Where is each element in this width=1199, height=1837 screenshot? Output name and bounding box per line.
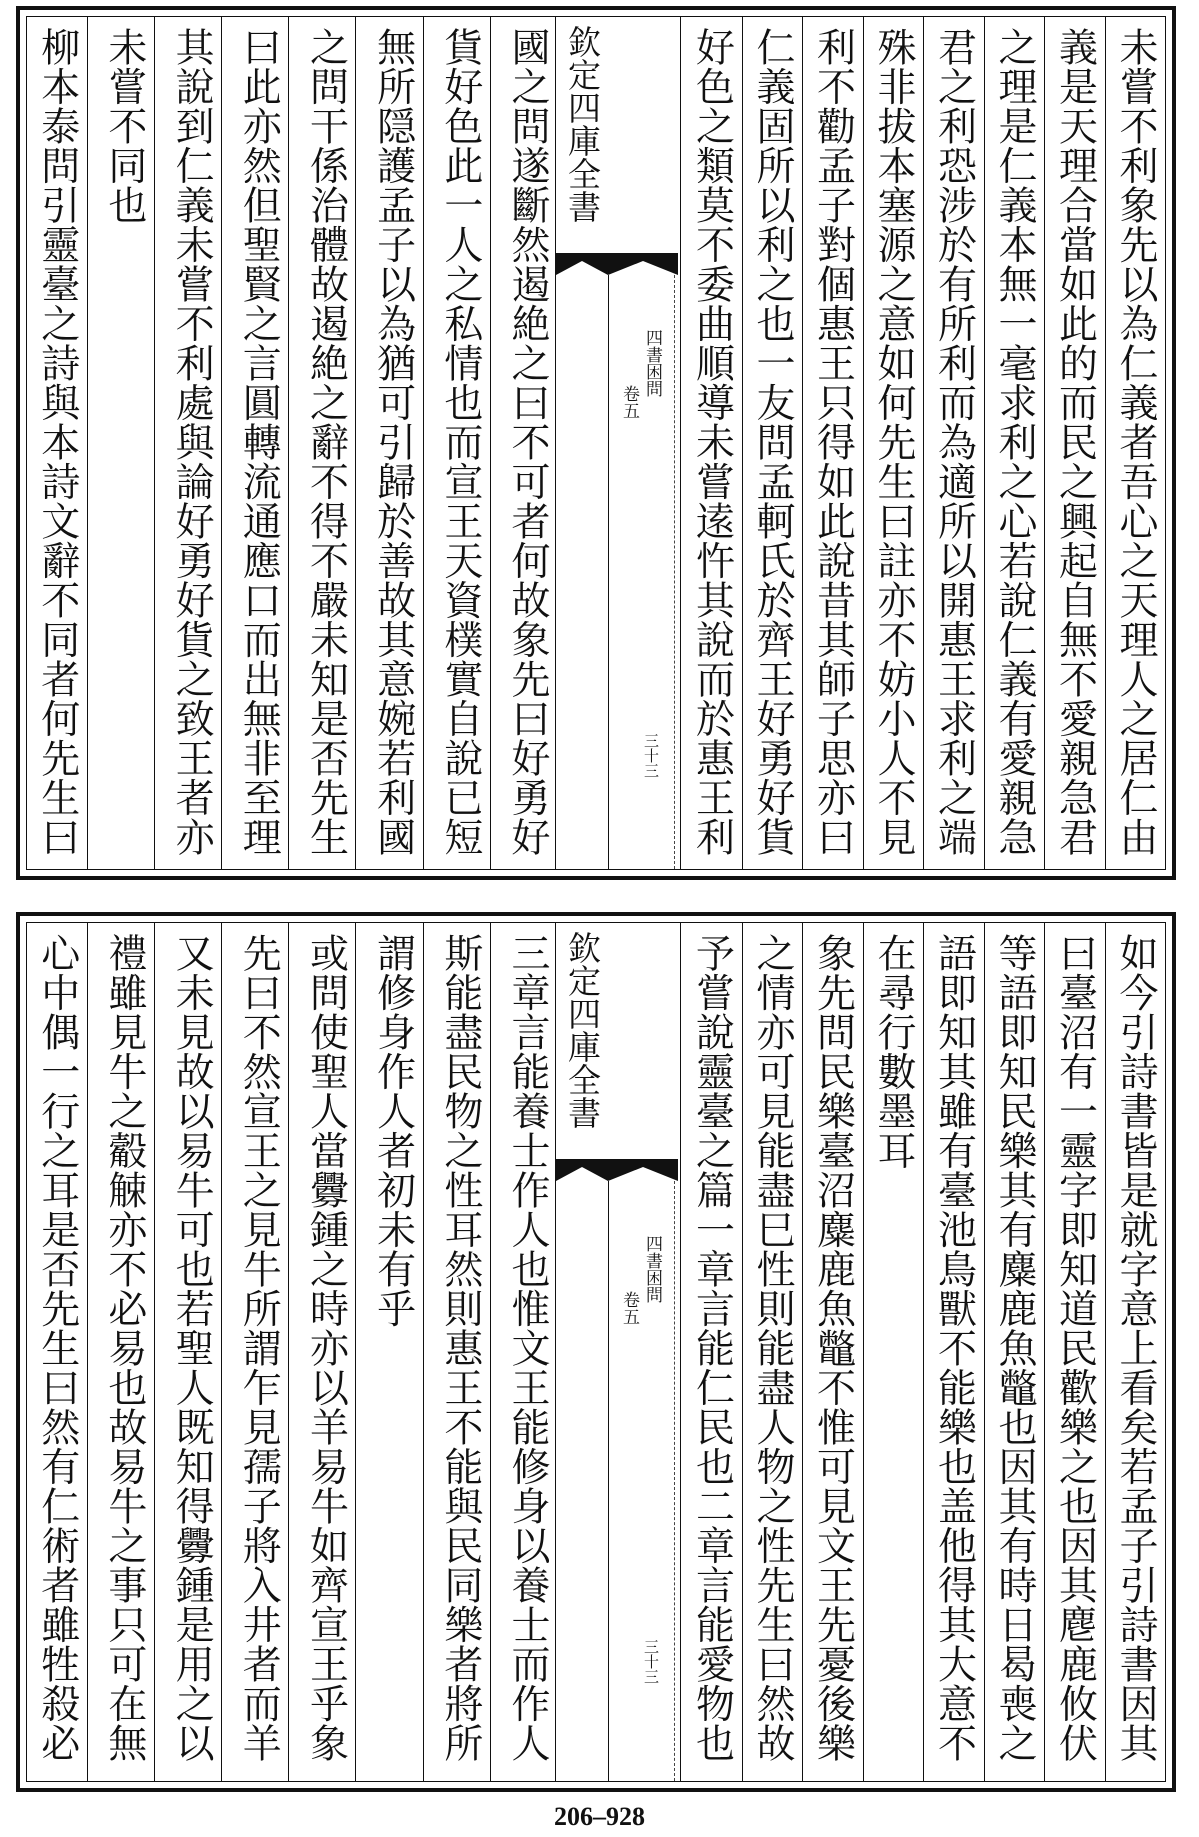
bottom-page-frame	[26, 922, 1166, 1782]
book-title: 四書困問	[642, 329, 662, 397]
text-column: 或問使聖人當釁鍾之時亦以羊易牛如齊宣王乎象	[288, 923, 355, 1781]
text-column: 貨好色此一人之私情也而宣王天資樸實自說已短	[423, 17, 490, 869]
text-column: 三章言能養士作人也惟文王能修身以養士而作人	[490, 923, 557, 1781]
text-column: 未嘗不利象先以為仁義者吾心之天理人之居仁由	[1105, 17, 1166, 869]
banner-dotted-rule	[674, 275, 675, 869]
page-number: 206–928	[554, 1802, 645, 1831]
text-column: 先曰不然宣王之見牛所謂乍見孺子將入井者而羊	[221, 923, 288, 1781]
banner-divider	[608, 275, 609, 869]
book-title: 四書困問	[642, 1235, 662, 1303]
text-column: 其說到仁義未嘗不利處與論好勇好貨之致王者亦	[154, 17, 221, 869]
text-column: 曰此亦然但聖賢之言圓轉流通應口而出無非至理	[221, 17, 288, 869]
fish-tail-ornament-icon	[556, 253, 608, 275]
banner-dotted-rule	[674, 1181, 675, 1781]
text-column: 國之問遂斷然遏絶之曰不可者何故象先曰好勇好	[490, 17, 557, 869]
text-column: 曰臺沼有一靈字即知道民歡樂之也因其麀鹿攸伏	[1044, 923, 1105, 1781]
text-column: 語即知其雖有臺池鳥獸不能樂也盖他得其大意不	[923, 923, 984, 1781]
fish-tail-ornament-icon	[608, 1159, 678, 1181]
text-column: 又未見故以易牛可也若聖人既知得釁鍾是用之以	[154, 923, 221, 1781]
text-column: 仁義固所以利之也一友問孟軻氏於齊王好勇好貨	[742, 17, 803, 869]
text-column: 君之利恐涉於有所利而為適所以開惠王求利之端	[923, 17, 984, 869]
text-column: 未嘗不同也	[87, 17, 154, 869]
text-column: 心中偶一行之耳是否先生曰然有仁術者雖牲殺必	[34, 933, 80, 1763]
top-page-panel	[16, 6, 1176, 880]
bottom-right-text-block	[681, 923, 1165, 1781]
fish-tail-ornament-icon	[556, 1159, 608, 1181]
text-column: 斯能盡民物之性耳然則惠王不能與民同樂者將所	[423, 923, 490, 1781]
volume-label: 卷五	[619, 385, 639, 419]
text-column: 柳本泰問引靈臺之詩與本詩文辭不同者何先生曰	[34, 27, 80, 857]
text-column: 之理是仁義本無一毫求利之心若說仁義有愛親急	[984, 17, 1045, 869]
text-column: 利不勸孟子對個惠王只得如此說昔其師子思亦曰	[802, 17, 863, 869]
volume-label: 卷五	[619, 1291, 639, 1325]
bottom-page-panel	[16, 912, 1176, 1792]
text-column: 好色之類莫不委曲順導未嘗逺忤其說而於惠王利	[689, 27, 735, 857]
folio-number: 三十三	[642, 1639, 660, 1684]
text-column: 如今引詩書皆是就字意上看矣若孟子引詩書因其	[1105, 923, 1166, 1781]
text-column: 謂修身作人者初未有乎	[355, 923, 422, 1781]
text-column: 在尋行數墨耳	[863, 923, 924, 1781]
top-right-text-block	[681, 17, 1165, 869]
top-left-text-block	[19, 17, 557, 869]
text-column: 予嘗說靈臺之篇一章言能仁民也二章言能愛物也	[689, 933, 735, 1763]
text-column: 無所隠護孟子以為猶可引歸於善故其意婉若利國	[355, 17, 422, 869]
collection-title: 欽定四庫全書	[563, 931, 602, 1129]
center-banner	[555, 923, 681, 1781]
text-column: 象先問民樂臺沼麋鹿魚鼈不惟可見文王先憂後樂	[802, 923, 863, 1781]
text-column: 義是天理合當如此的而民之興起自無不愛親急君	[1044, 17, 1105, 869]
center-banner	[555, 17, 681, 869]
text-column: 殊非拔本塞源之意如何先生曰註亦不妨小人不見	[863, 17, 924, 869]
text-column: 之問干係治體故遏絶之辭不得不嚴未知是否先生	[288, 17, 355, 869]
text-column: 等語即知民樂其有麋鹿魚鼈也因其有時日曷喪之	[984, 923, 1045, 1781]
text-column: 之情亦可見能盡巳性則能盡人物之性先生曰然故	[742, 923, 803, 1781]
collection-title: 欽定四庫全書	[563, 25, 602, 223]
fish-tail-ornament-icon	[608, 253, 678, 275]
bottom-left-text-block	[19, 923, 557, 1781]
top-page-frame	[26, 16, 1166, 870]
banner-divider	[608, 1181, 609, 1781]
folio-number: 三十三	[642, 733, 660, 778]
text-column: 禮雖見牛之觳觫亦不必易也故易牛之事只可在無	[87, 923, 154, 1781]
